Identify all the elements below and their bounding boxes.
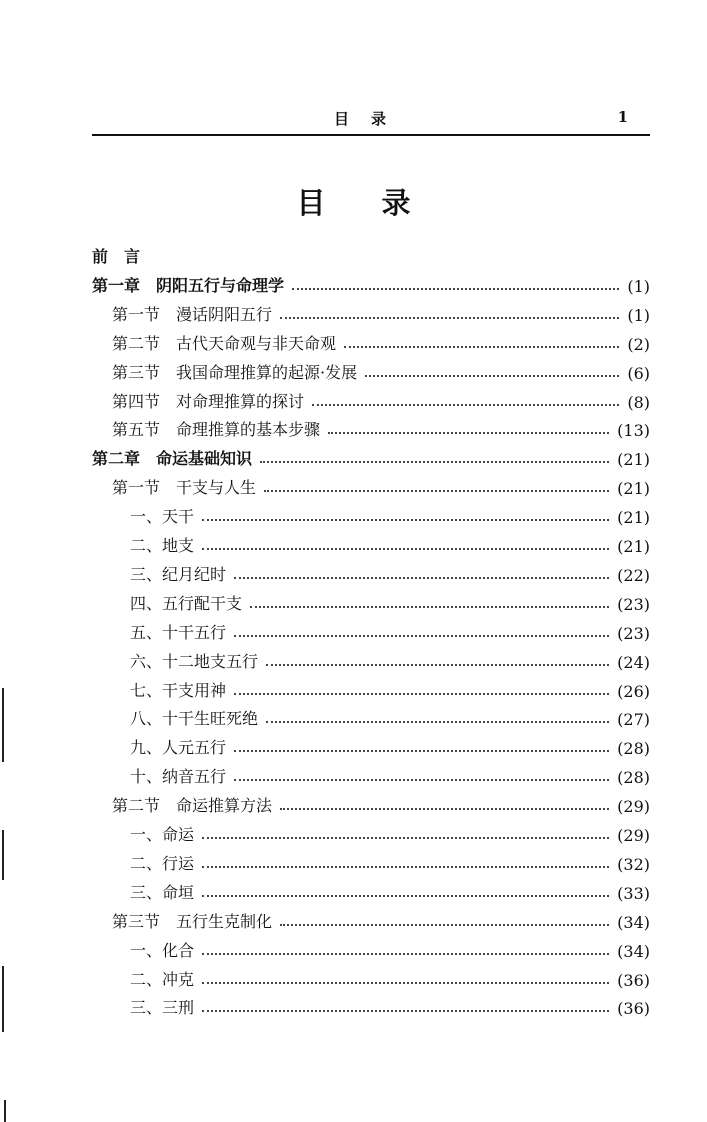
toc-entry-label: 二、冲克 bbox=[130, 970, 195, 989]
toc-dot-leader bbox=[250, 606, 609, 608]
toc-entry-page: (26) bbox=[617, 682, 650, 701]
toc-section-entry[interactable] bbox=[112, 388, 650, 412]
scan-mark bbox=[2, 966, 4, 1032]
toc-entry-label: 五、十干五行 bbox=[130, 623, 227, 642]
toc-entry-page: (6) bbox=[627, 364, 650, 383]
toc-entry-page: (21) bbox=[617, 537, 650, 556]
toc-entry-label: 第四节 对命理推算的探讨 bbox=[112, 392, 305, 411]
toc-entry-page: (24) bbox=[617, 653, 650, 672]
toc-entry-page: (36) bbox=[617, 971, 650, 990]
toc-chapter-entry[interactable] bbox=[92, 243, 650, 267]
toc-dot-leader bbox=[266, 664, 609, 666]
toc-subsection-entry[interactable] bbox=[130, 503, 650, 527]
toc-entry-label: 三、纪月纪时 bbox=[130, 565, 227, 584]
toc-subsection-entry[interactable] bbox=[130, 937, 650, 961]
toc-subsection-entry[interactable] bbox=[130, 821, 650, 845]
toc-entry-page: (32) bbox=[617, 855, 650, 874]
toc-dot-leader bbox=[280, 808, 609, 810]
page-title: 目录 bbox=[296, 186, 467, 220]
toc-entry-label: 第一章 阴阳五行与命理学 bbox=[92, 276, 285, 295]
toc-subsection-entry[interactable] bbox=[130, 590, 650, 614]
toc-entry-page: (8) bbox=[627, 393, 650, 412]
toc-dot-leader bbox=[234, 750, 609, 752]
toc-dot-leader bbox=[202, 953, 609, 955]
toc-dot-leader bbox=[202, 982, 609, 984]
toc-section-entry[interactable] bbox=[112, 416, 650, 440]
toc-dot-leader bbox=[260, 461, 609, 463]
toc-subsection-entry[interactable] bbox=[130, 705, 650, 729]
toc-entry-label: 一、天干 bbox=[130, 507, 195, 526]
toc-section-entry[interactable] bbox=[112, 908, 650, 932]
toc-entry-page: (28) bbox=[617, 768, 650, 787]
toc-dot-leader bbox=[266, 721, 609, 723]
toc-dot-leader bbox=[328, 432, 609, 434]
toc-entry-page: (23) bbox=[617, 624, 650, 643]
toc-entry-page: (23) bbox=[617, 595, 650, 614]
toc-entry-label: 十、纳音五行 bbox=[130, 767, 227, 786]
running-head-title: 目录 bbox=[333, 110, 408, 128]
toc-entry-label: 前 言 bbox=[92, 247, 141, 266]
header-rule bbox=[92, 134, 650, 136]
toc-entry-page: (34) bbox=[617, 913, 650, 932]
toc-entry-label: 第三节 五行生克制化 bbox=[112, 912, 273, 931]
scan-mark bbox=[4, 1100, 6, 1122]
toc-entry-label: 第二章 命运基础知识 bbox=[92, 449, 253, 468]
toc-section-entry[interactable] bbox=[112, 474, 650, 498]
toc-entry-page: (21) bbox=[617, 450, 650, 469]
toc-section-entry[interactable] bbox=[112, 301, 650, 325]
toc-entry-label: 第一节 干支与人生 bbox=[112, 478, 257, 497]
toc-entry-label: 二、地支 bbox=[130, 536, 195, 555]
toc-dot-leader bbox=[280, 924, 609, 926]
toc-subsection-entry[interactable] bbox=[130, 561, 650, 585]
toc-dot-leader bbox=[202, 837, 609, 839]
toc-entry-page: (36) bbox=[617, 999, 650, 1018]
toc-dot-leader bbox=[202, 866, 609, 868]
toc-entry-label: 一、命运 bbox=[130, 825, 195, 844]
toc-entry-page: (2) bbox=[627, 335, 650, 354]
toc-section-entry[interactable] bbox=[112, 330, 650, 354]
toc-dot-leader bbox=[202, 519, 609, 521]
toc-entry-label: 第一节 漫话阴阳五行 bbox=[112, 305, 273, 324]
toc-entry-label: 八、十干生旺死绝 bbox=[130, 709, 259, 728]
toc-entry-page: (29) bbox=[617, 797, 650, 816]
toc-entry-page: (33) bbox=[617, 884, 650, 903]
toc-subsection-entry[interactable] bbox=[130, 763, 650, 787]
toc-entry-page: (28) bbox=[617, 739, 650, 758]
toc-dot-leader bbox=[365, 375, 619, 377]
toc-subsection-entry[interactable] bbox=[130, 966, 650, 990]
toc-entry-page: (21) bbox=[617, 508, 650, 527]
toc-dot-leader bbox=[234, 693, 609, 695]
toc-entry-label: 四、五行配干支 bbox=[130, 594, 243, 613]
toc-entry-label: 一、化合 bbox=[130, 941, 195, 960]
toc-subsection-entry[interactable] bbox=[130, 850, 650, 874]
running-head-page-number: 1 bbox=[617, 108, 628, 126]
toc-dot-leader bbox=[234, 635, 609, 637]
running-head bbox=[92, 106, 650, 130]
toc-dot-leader bbox=[292, 288, 619, 290]
toc-section-entry[interactable] bbox=[112, 792, 650, 816]
toc-entry-label: 七、干支用神 bbox=[130, 681, 227, 700]
toc-dot-leader bbox=[312, 404, 619, 406]
toc-entry-label: 六、十二地支五行 bbox=[130, 652, 259, 671]
toc-section-entry[interactable] bbox=[112, 359, 650, 383]
toc-subsection-entry[interactable] bbox=[130, 994, 650, 1018]
toc-dot-leader bbox=[234, 577, 609, 579]
toc-entry-page: (34) bbox=[617, 942, 650, 961]
toc-chapter-entry[interactable] bbox=[92, 272, 650, 296]
toc-entry-label: 二、行运 bbox=[130, 854, 195, 873]
toc-entry-label: 第二节 命运推算方法 bbox=[112, 796, 273, 815]
toc-dot-leader bbox=[280, 317, 619, 319]
toc-entry-page: (13) bbox=[617, 421, 650, 440]
toc-entry-page: (1) bbox=[627, 277, 650, 296]
toc-entry-page: (21) bbox=[617, 479, 650, 498]
toc-dot-leader bbox=[202, 1010, 609, 1012]
toc-subsection-entry[interactable] bbox=[130, 648, 650, 672]
toc-entry-label: 九、人元五行 bbox=[130, 738, 227, 757]
toc-dot-leader bbox=[344, 346, 619, 348]
toc-entry-label: 第三节 我国命理推算的起源·发展 bbox=[112, 363, 358, 382]
toc-entry-label: 第五节 命理推算的基本步骤 bbox=[112, 420, 321, 439]
toc-dot-leader bbox=[202, 548, 609, 550]
toc-subsection-entry[interactable] bbox=[130, 879, 650, 903]
toc-entry-page: (1) bbox=[627, 306, 650, 325]
scan-mark bbox=[2, 830, 4, 880]
toc-entry-label: 第二节 古代天命观与非天命观 bbox=[112, 334, 337, 353]
toc-entry-label: 三、三刑 bbox=[130, 998, 195, 1017]
scan-mark bbox=[2, 688, 4, 762]
toc-dot-leader bbox=[202, 895, 609, 897]
toc-entry-page: (29) bbox=[617, 826, 650, 845]
toc-subsection-entry[interactable] bbox=[130, 734, 650, 758]
toc-entry-page: (27) bbox=[617, 710, 650, 729]
toc-entry-label: 三、命垣 bbox=[130, 883, 195, 902]
toc-subsection-entry[interactable] bbox=[130, 619, 650, 643]
toc-entry-page: (22) bbox=[617, 566, 650, 585]
toc-subsection-entry[interactable] bbox=[130, 677, 650, 701]
toc-dot-leader bbox=[264, 490, 609, 492]
toc-chapter-entry[interactable] bbox=[92, 445, 650, 469]
toc-dot-leader bbox=[234, 779, 609, 781]
toc-subsection-entry[interactable] bbox=[130, 532, 650, 556]
